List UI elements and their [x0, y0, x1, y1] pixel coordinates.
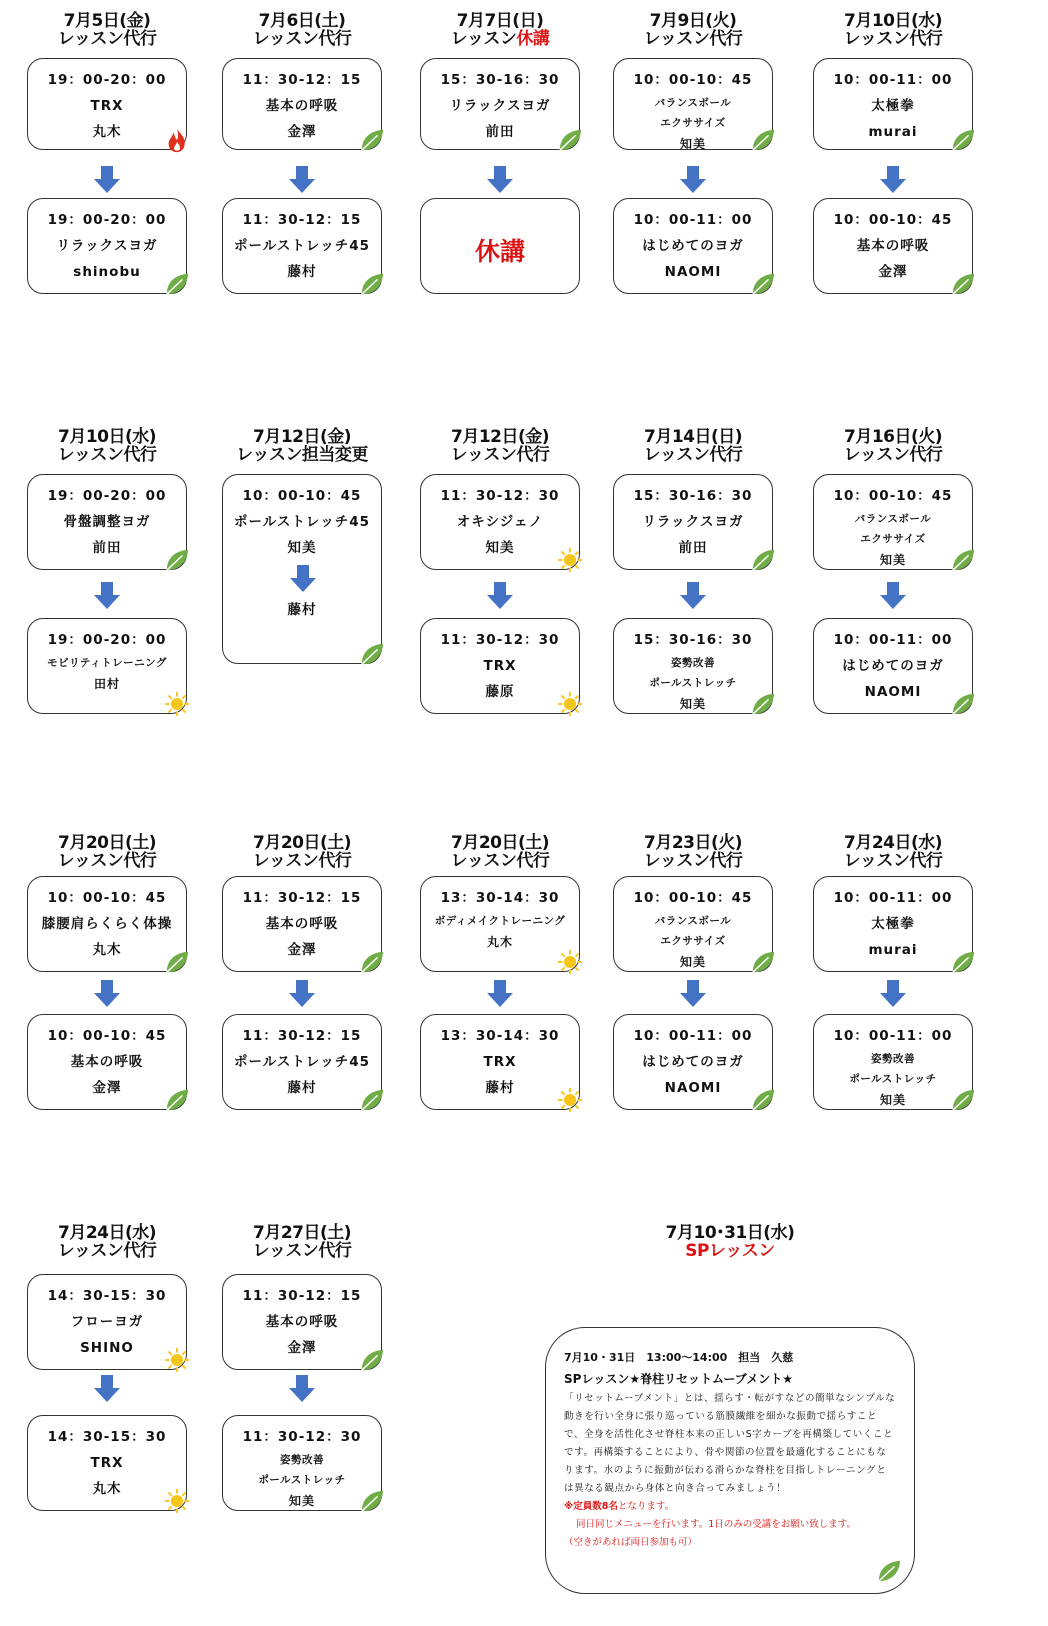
instructor-name: 藤村 — [287, 264, 317, 280]
replacement-lesson-card — [27, 198, 187, 294]
lesson-name: 骨盤調整ヨガ — [63, 514, 151, 530]
lesson-time: 11：30-12：15 — [242, 212, 362, 228]
leaf-icon — [359, 271, 385, 297]
sun-icon — [164, 691, 190, 717]
replacement-lesson-card — [222, 198, 382, 294]
cancelled-card — [420, 198, 580, 294]
lesson-time: 10：00-10：45 — [833, 212, 953, 228]
sun-icon — [557, 1087, 583, 1113]
lesson-time: 13：30-14：30 — [440, 890, 560, 906]
original-lesson-card — [813, 876, 973, 972]
header-date: 7月27日(土) — [252, 1223, 352, 1243]
instructor-name: 知美 — [288, 1494, 315, 1508]
header-date: 7月16日(火) — [843, 427, 943, 447]
fire-icon — [164, 127, 190, 153]
header-status-text: レッスン代行 — [643, 445, 743, 465]
lesson-time: 10：00-11：00 — [833, 632, 953, 648]
column-header — [27, 12, 187, 48]
leaf-icon — [164, 949, 190, 975]
original-lesson-card — [420, 474, 580, 570]
lesson-name: 基本の呼吸 — [265, 98, 339, 114]
instructor-name: NAOMI — [864, 684, 922, 700]
column-header — [420, 834, 580, 870]
original-lesson-card — [813, 474, 973, 570]
lesson-time: 19：00-20：00 — [47, 632, 167, 648]
lesson-time: 10：00-10：45 — [47, 1028, 167, 1044]
lesson-name: はじめてのヨガ — [642, 1054, 744, 1070]
sp-date: 7月10･31日(水) — [665, 1223, 795, 1243]
lesson-time: 15：30-16：30 — [633, 632, 753, 648]
lesson-name-line: エクササイズ — [860, 533, 926, 545]
column-header — [222, 1224, 382, 1260]
header-date: 7月20日(土) — [450, 833, 550, 853]
sp-capacity: ※定員数8名 — [564, 1501, 618, 1512]
column-header — [27, 834, 187, 870]
header-status — [420, 852, 580, 870]
header-status — [27, 1242, 187, 1260]
down-arrow-icon — [679, 582, 707, 610]
replacement-lesson-card — [27, 1415, 187, 1511]
lesson-time: 10：00-11：00 — [833, 890, 953, 906]
lesson-time: 19：00-20：00 — [47, 72, 167, 88]
lesson-time: 11：30-12：30 — [440, 632, 560, 648]
lesson-name: リラックスヨガ — [56, 238, 158, 254]
lesson-time: 11：30-12：30 — [440, 488, 560, 504]
original-lesson-card — [222, 876, 382, 972]
lesson-name-line: バランスボール — [654, 97, 732, 109]
header-status-text: レッスン代行 — [643, 29, 743, 49]
header-date: 7月6日(土) — [258, 11, 346, 31]
to-instructor: 藤村 — [287, 602, 317, 618]
header-status-cancel: 休講 — [516, 29, 550, 49]
header-date: 7月14日(日) — [643, 427, 743, 447]
header-status — [613, 446, 773, 464]
lesson-name: リラックスヨガ — [449, 98, 551, 114]
header-date: 7月20日(土) — [57, 833, 157, 853]
original-lesson-card — [813, 58, 973, 150]
header-status-text: レッスン代行 — [252, 1241, 352, 1261]
sun-icon — [164, 1347, 190, 1373]
header-date: 7月7日(日) — [456, 11, 544, 31]
header-date: 7月9日(火) — [649, 11, 737, 31]
schedule-column — [222, 834, 402, 1130]
header-status — [813, 446, 973, 464]
down-arrow-icon — [879, 582, 907, 610]
instructor-name: 田村 — [93, 677, 120, 691]
lesson-time: 11：30-12：15 — [242, 72, 362, 88]
original-lesson-card — [27, 58, 187, 150]
column-header — [27, 428, 187, 464]
lesson-time: 10：00-10：45 — [242, 488, 362, 504]
lesson-name-line: 姿勢改善 — [280, 1454, 324, 1466]
sp-header — [610, 1224, 850, 1260]
lesson-time: 10：00-10：45 — [47, 890, 167, 906]
header-status — [27, 30, 187, 48]
lesson-time: 10：00-11：00 — [833, 72, 953, 88]
original-lesson-card — [27, 474, 187, 570]
down-arrow-icon — [879, 166, 907, 194]
lesson-name-line: エクササイズ — [660, 935, 726, 947]
sp-description: 「リセットムーブメント」とは、揺らす・転がすなどの簡単なシンプルな動きを行い全身に張り巡っている筋膜繊維を細かな振動で揺らすことで、全身を活性化させ脊柱本来の正しいS字カーブを再構築していくことです。再構築することにより、骨や関節の位置を最適化することにもなります。水のように振動が伝わる滑らかな脊柱を目指しトレーニングとは異なる観点から身体と向き合ってみましょう！ — [564, 1393, 896, 1494]
instructor-name: murai — [868, 942, 918, 958]
header-date: 7月12日(金) — [252, 427, 352, 447]
instructor-name: 知美 — [679, 137, 706, 151]
schedule-column — [813, 834, 993, 1130]
instructor-name: SHINO — [80, 1340, 134, 1356]
leaf-icon — [359, 127, 385, 153]
instructor-name: 丸木 — [92, 942, 122, 958]
header-status-text: レッスン代行 — [450, 851, 550, 871]
header-status — [222, 852, 382, 870]
lesson-name: 太極拳 — [871, 98, 915, 114]
down-arrow-icon — [679, 980, 707, 1008]
schedule-column — [613, 428, 793, 734]
instructor-name: 知美 — [485, 540, 515, 556]
header-status — [420, 446, 580, 464]
leaf-icon — [359, 949, 385, 975]
leaf-icon — [750, 271, 776, 297]
column-header — [420, 428, 580, 464]
instructor-name: murai — [868, 124, 918, 140]
header-date: 7月20日(土) — [252, 833, 352, 853]
replacement-lesson-card — [613, 618, 773, 714]
schedule-column — [222, 1224, 402, 1531]
sp-lesson-card — [545, 1327, 915, 1594]
lesson-name: 膝腰肩らくらく体操 — [41, 916, 173, 932]
schedule-column — [813, 12, 993, 314]
leaf-icon — [750, 1087, 776, 1113]
lesson-name: はじめてのヨガ — [842, 658, 944, 674]
lesson-time: 15：30-16：30 — [440, 72, 560, 88]
leaf-icon — [164, 547, 190, 573]
schedule-column — [27, 1224, 207, 1531]
header-status — [222, 446, 382, 464]
sp-note: 同日同じメニューを行います。1日のみの受講をお願い致します。 — [576, 1519, 857, 1530]
replacement-lesson-card — [613, 1014, 773, 1110]
leaf-icon — [950, 271, 976, 297]
instructor-name: 丸木 — [92, 124, 122, 140]
leaf-icon — [750, 127, 776, 153]
lesson-name: TRX — [483, 658, 517, 674]
column-header — [613, 12, 773, 48]
replacement-lesson-card — [813, 1014, 973, 1110]
header-status — [613, 30, 773, 48]
instructor-name: 前田 — [92, 540, 122, 556]
lesson-name-line: ポールストレッチ — [849, 1073, 937, 1085]
down-arrow-icon — [879, 980, 907, 1008]
lesson-time: 10：00-10：45 — [633, 890, 753, 906]
lesson-time: 11：30-12：30 — [242, 1429, 362, 1445]
header-status — [813, 30, 973, 48]
lesson-time: 14：30-15：30 — [47, 1429, 167, 1445]
instructor-name: 前田 — [485, 124, 515, 140]
lesson-time: 15：30-16：30 — [633, 488, 753, 504]
instructor-name: 金澤 — [878, 264, 908, 280]
lesson-name-line: ポールストレッチ — [649, 677, 737, 689]
header-status-text: レッスン — [450, 29, 517, 49]
original-lesson-card — [222, 58, 382, 150]
lesson-time: 10：00-11：00 — [633, 1028, 753, 1044]
down-arrow-icon — [486, 166, 514, 194]
schedule-column — [420, 428, 600, 734]
header-status-text: レッスン担当変更 — [236, 445, 368, 465]
header-date: 7月10日(水) — [843, 11, 943, 31]
leaf-icon — [359, 1488, 385, 1514]
column-header — [613, 834, 773, 870]
leaf-icon — [750, 691, 776, 717]
replacement-lesson-card — [222, 1014, 382, 1110]
leaf-icon — [359, 1087, 385, 1113]
instructor-name: 藤原 — [485, 684, 515, 700]
instructor-name: NAOMI — [664, 264, 722, 280]
leaf-icon — [950, 691, 976, 717]
lesson-name-line: エクササイズ — [660, 117, 726, 129]
down-arrow-icon — [288, 1375, 316, 1403]
column-header — [27, 1224, 187, 1260]
leaf-icon — [950, 1087, 976, 1113]
header-status — [222, 1242, 382, 1260]
header-status — [813, 852, 973, 870]
down-arrow-icon — [93, 166, 121, 194]
replacement-lesson-card — [613, 198, 773, 294]
sp-capacity-note — [564, 1498, 896, 1516]
instructor-name: shinobu — [73, 264, 141, 280]
instructor-name: 藤村 — [287, 1080, 317, 1096]
header-status-text: レッスン代行 — [643, 851, 743, 871]
replacement-lesson-card — [27, 1014, 187, 1110]
leaf-icon — [750, 949, 776, 975]
lesson-name: ポールストレッチ45 — [234, 238, 370, 254]
header-status-text: レッスン代行 — [252, 29, 352, 49]
leaf-icon — [950, 949, 976, 975]
leaf-icon — [557, 127, 583, 153]
lesson-name-line: ボディメイクトレーニング — [434, 915, 566, 927]
lesson-name: 太極拳 — [871, 916, 915, 932]
lesson-name-line: ポールストレッチ — [258, 1474, 346, 1486]
header-status-text: レッスン代行 — [843, 851, 943, 871]
down-arrow-icon — [93, 582, 121, 610]
lesson-name: 基本の呼吸 — [70, 1054, 144, 1070]
schedule-column — [222, 12, 402, 314]
sp-status: SPレッスン — [685, 1241, 775, 1261]
header-status-text: レッスン代行 — [843, 445, 943, 465]
leaf-icon — [950, 127, 976, 153]
header-status-text: レッスン代行 — [57, 851, 157, 871]
column-header — [222, 834, 382, 870]
original-lesson-card — [613, 474, 773, 570]
replacement-lesson-card — [420, 1014, 580, 1110]
down-arrow-icon — [93, 1375, 121, 1403]
instructor-name: 金澤 — [92, 1080, 122, 1096]
header-date: 7月5日(金) — [63, 11, 151, 31]
instructor-name: 金澤 — [287, 1340, 317, 1356]
schedule-column — [420, 834, 600, 1130]
header-date: 7月12日(金) — [450, 427, 550, 447]
original-lesson-card — [613, 876, 773, 972]
header-status — [27, 852, 187, 870]
change-card — [222, 474, 382, 664]
lesson-name: オキシジェノ — [456, 514, 544, 530]
column-header — [813, 12, 973, 48]
instructor-name: 金澤 — [287, 942, 317, 958]
leaf-icon — [876, 1558, 902, 1584]
column-header — [222, 428, 382, 464]
lesson-name: TRX — [90, 1455, 124, 1471]
instructor-name: 丸木 — [92, 1481, 122, 1497]
schedule-column — [222, 428, 402, 734]
lesson-time: 10：00-10：45 — [633, 72, 753, 88]
down-arrow-icon — [289, 565, 317, 593]
lesson-time: 10：00-11：00 — [633, 212, 753, 228]
header-status-text: レッスン代行 — [57, 1241, 157, 1261]
lesson-time: 11：30-12：15 — [242, 1028, 362, 1044]
down-arrow-icon — [288, 980, 316, 1008]
schedule-column — [613, 834, 793, 1130]
lesson-time: 13：30-14：30 — [440, 1028, 560, 1044]
original-lesson-card — [27, 1274, 187, 1370]
instructor-name: 知美 — [679, 697, 706, 711]
column-header — [813, 834, 973, 870]
sun-icon — [557, 949, 583, 975]
leaf-icon — [950, 547, 976, 573]
header-date: 7月24日(水) — [843, 833, 943, 853]
schedule-column — [813, 428, 993, 734]
lesson-time: 11：30-12：15 — [242, 1288, 362, 1304]
lesson-name: ポールストレッチ45 — [234, 514, 370, 530]
down-arrow-icon — [486, 980, 514, 1008]
leaf-icon — [750, 547, 776, 573]
cancelled-label: 休講 — [474, 237, 525, 266]
column-header — [613, 428, 773, 464]
original-lesson-card — [420, 58, 580, 150]
sp-schedule: 7月10・31日 13:00～14:00 担当 久慈 — [564, 1351, 794, 1364]
original-lesson-card — [420, 876, 580, 972]
down-arrow-icon — [288, 166, 316, 194]
sun-icon — [557, 691, 583, 717]
lesson-name: フローヨガ — [70, 1314, 144, 1330]
column-header — [813, 428, 973, 464]
sun-icon — [164, 1488, 190, 1514]
down-arrow-icon — [486, 582, 514, 610]
instructor-name: 藤村 — [485, 1080, 515, 1096]
lesson-name: TRX — [90, 98, 124, 114]
lesson-time: 19：00-20：00 — [47, 212, 167, 228]
instructor-name: 丸木 — [486, 935, 513, 949]
schedule-column — [27, 12, 207, 314]
original-lesson-card — [27, 876, 187, 972]
lesson-time: 14：30-15：30 — [47, 1288, 167, 1304]
instructor-name: 前田 — [678, 540, 708, 556]
lesson-name: 基本の呼吸 — [265, 916, 339, 932]
from-instructor: 知美 — [287, 540, 317, 556]
lesson-name: 基本の呼吸 — [265, 1314, 339, 1330]
lesson-time: 10：00-11：00 — [833, 1028, 953, 1044]
leaf-icon — [359, 1347, 385, 1373]
header-status — [27, 446, 187, 464]
lesson-name-line: 姿勢改善 — [871, 1053, 915, 1065]
header-status — [613, 852, 773, 870]
lesson-name: リラックスヨガ — [642, 514, 744, 530]
column-header — [420, 12, 580, 48]
sun-icon — [557, 547, 583, 573]
replacement-lesson-card — [813, 198, 973, 294]
down-arrow-icon — [679, 166, 707, 194]
header-date: 7月24日(水) — [57, 1223, 157, 1243]
lesson-name: TRX — [483, 1054, 517, 1070]
lesson-time: 10：00-10：45 — [833, 488, 953, 504]
lesson-name: 基本の呼吸 — [856, 238, 930, 254]
header-status-text: レッスン代行 — [450, 445, 550, 465]
replacement-lesson-card — [813, 618, 973, 714]
header-date: 7月10日(水) — [57, 427, 157, 447]
down-arrow-icon — [93, 980, 121, 1008]
replacement-lesson-card — [420, 618, 580, 714]
header-status-text: レッスン代行 — [252, 851, 352, 871]
leaf-icon — [359, 641, 385, 667]
header-status — [222, 30, 382, 48]
lesson-time: 11：30-12：15 — [242, 890, 362, 906]
instructor-name: 知美 — [679, 955, 706, 969]
lesson-name-line: 姿勢改善 — [671, 657, 715, 669]
leaf-icon — [164, 271, 190, 297]
lesson-name: はじめてのヨガ — [642, 238, 744, 254]
instructor-name: 金澤 — [287, 124, 317, 140]
header-status-text: レッスン代行 — [57, 29, 157, 49]
lesson-time: 19：00-20：00 — [47, 488, 167, 504]
lesson-name-line: バランスボール — [654, 915, 732, 927]
column-header — [222, 12, 382, 48]
instructor-name: NAOMI — [664, 1080, 722, 1096]
lesson-name-line: モビリティトレーニング — [47, 657, 167, 669]
lesson-name-line: バランスボール — [854, 513, 932, 525]
lesson-name: ポールストレッチ45 — [234, 1054, 370, 1070]
instructor-name: 知美 — [879, 553, 906, 567]
schedule-column — [27, 834, 207, 1130]
original-lesson-card — [222, 1274, 382, 1370]
header-status-text: レッスン代行 — [57, 445, 157, 465]
replacement-lesson-card — [27, 618, 187, 714]
arrow-wrap — [223, 561, 381, 597]
sp-capacity-suffix: となります。 — [617, 1501, 675, 1512]
schedule-column — [420, 12, 600, 314]
header-status — [420, 30, 580, 48]
header-date: 7月23日(火) — [643, 833, 743, 853]
sp-title: SPレッスン★脊柱リセットムーブメント★ — [564, 1372, 794, 1386]
sp-note-extra: （空きがあれば両日参加も可） — [564, 1537, 698, 1548]
replacement-lesson-card — [222, 1415, 382, 1511]
schedule-column — [613, 12, 793, 314]
leaf-icon — [164, 1087, 190, 1113]
schedule-column — [27, 428, 207, 734]
original-lesson-card — [613, 58, 773, 150]
instructor-name: 知美 — [879, 1093, 906, 1107]
header-status-text: レッスン代行 — [843, 29, 943, 49]
